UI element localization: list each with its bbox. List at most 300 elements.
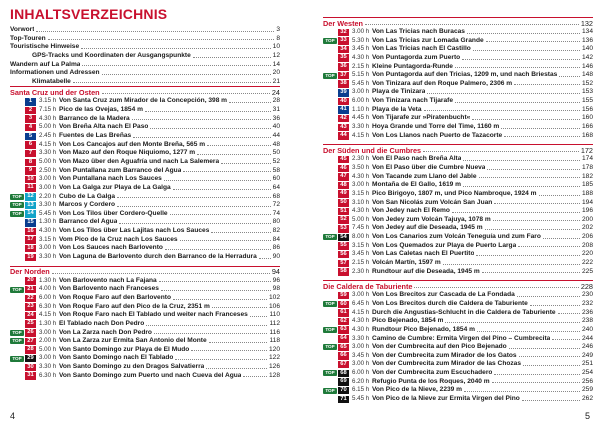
tour-row	[10, 218, 280, 227]
top-badge: TOP	[323, 388, 337, 394]
tour-duration: 3.00 h	[39, 183, 57, 191]
dot-leader	[159, 281, 271, 282]
tour-duration: 6.30 h	[39, 371, 57, 379]
dot-leader	[559, 76, 580, 77]
tour-title: Pico Bejenado, 1854 m	[372, 317, 444, 325]
tour-number-badge: 46	[338, 165, 349, 173]
toc-page-number: 20	[272, 69, 280, 77]
dot-leader	[467, 33, 580, 34]
tour-row	[323, 63, 593, 72]
tour-title: Durch die Angustias-Schlucht in die Caldera de Taburiente	[372, 308, 556, 316]
dot-leader	[183, 171, 270, 172]
tour-duration: 4.15 h	[39, 140, 57, 148]
toc-page-number: 256	[581, 377, 593, 385]
toc-page-number: 82	[272, 227, 280, 235]
dot-leader	[117, 206, 271, 207]
dot-leader	[485, 229, 580, 230]
tour-title: Von Jedey zum Volcán Tajuya, 1078 m	[372, 215, 491, 223]
top-badge	[323, 191, 337, 197]
tour-duration: 1.10 h	[352, 105, 370, 113]
dot-leader	[81, 48, 271, 49]
toc-page-number: 160	[581, 114, 593, 122]
top-badge	[10, 125, 24, 131]
section-title: Der Süden und die Cumbres	[323, 145, 422, 155]
tour-row	[323, 291, 593, 300]
tour-duration: 3.45 h	[352, 250, 370, 258]
toc-general-label: Klimatabelle	[32, 77, 71, 85]
top-badge	[323, 252, 337, 258]
toc-page-number: 126	[268, 363, 280, 371]
toc-page-number: 140	[581, 45, 593, 53]
tour-row	[10, 167, 280, 176]
tour-row	[323, 199, 593, 208]
toc-page-number: 202	[581, 224, 593, 232]
toc-page-number: 238	[581, 317, 593, 325]
tour-row	[10, 372, 280, 381]
tour-title: Von Puntallana nach Los Sauces	[59, 175, 162, 183]
toc-page-number: 12	[272, 51, 280, 59]
dot-leader	[509, 348, 580, 349]
toc-page-number: 136	[581, 36, 593, 44]
tour-row	[10, 294, 280, 303]
toc-page-number: 68	[272, 192, 280, 200]
top-badge	[323, 362, 337, 368]
dot-leader	[530, 305, 580, 306]
top-badge: TOP	[323, 38, 337, 44]
tour-duration: 4.30 h	[352, 325, 370, 333]
toc-page-number: 208	[581, 241, 593, 249]
tour-duration: 4.15 h	[352, 131, 370, 139]
tour-duration: 5.30 h	[352, 36, 370, 44]
tour-number-badge: 69	[338, 378, 349, 386]
tour-duration: 5.00 h	[39, 345, 57, 353]
toc-page-number: 90	[272, 253, 280, 261]
section-heading	[10, 266, 280, 277]
toc-page-number: 116	[269, 328, 280, 336]
section-page-number: 24	[271, 87, 280, 97]
top-badge: TOP	[10, 356, 24, 362]
toc-page-number: 122	[268, 354, 280, 362]
top-badge: TOP	[10, 287, 24, 293]
dot-leader	[543, 238, 580, 239]
dot-leader	[161, 290, 271, 291]
tour-number-badge: 7	[25, 150, 36, 158]
top-badge	[323, 396, 337, 402]
tour-number-badge: 50	[338, 199, 349, 207]
tour-number-badge: 30	[25, 364, 36, 372]
top-badge	[10, 151, 24, 157]
top-badge	[10, 116, 24, 122]
general-list	[10, 26, 280, 86]
tour-number-badge: 37	[338, 72, 349, 80]
tour-row	[323, 242, 593, 251]
toc-page-number: 166	[581, 123, 593, 131]
tour-number-badge: 65	[338, 344, 349, 352]
tour-duration: 3.45 h	[352, 45, 370, 53]
tour-duration: 4.00 h	[39, 285, 57, 293]
dot-leader	[117, 197, 271, 198]
tour-number-badge: 67	[338, 361, 349, 369]
toc-general-item	[10, 26, 280, 35]
tour-duration: 3.15 h	[352, 189, 370, 197]
toc-page-number: 174	[581, 155, 593, 163]
tour-title: Von Los Sauces nach Barlovento	[59, 244, 163, 252]
tour-duration: 2.15 h	[352, 259, 370, 267]
dot-leader	[462, 59, 580, 60]
tour-row	[323, 88, 593, 97]
tour-row	[10, 97, 280, 106]
tour-title: Von Las Tricias nach El Castillo	[372, 45, 471, 53]
top-badge	[10, 185, 24, 191]
tour-title: Vom Pico de la Cruz nach Los Sauces	[59, 235, 178, 243]
tour-title: Playa de Tinizara	[372, 88, 426, 96]
tour-number-badge: 41	[338, 106, 349, 114]
dot-leader	[479, 177, 580, 178]
tour-title: Von Las Tricias nach Buracas	[372, 28, 465, 35]
top-badge: TOP	[10, 211, 24, 217]
toc-page-number: 155	[581, 97, 593, 105]
dot-leader	[229, 102, 271, 103]
tour-title: Von Tinizara nach Tijarafe	[372, 97, 453, 105]
tour-number-badge: 59	[338, 292, 349, 300]
tour-number-badge: 57	[338, 260, 349, 268]
tour-row	[10, 141, 280, 150]
tour-duration: 3.50 h	[352, 163, 370, 171]
top-badge	[10, 159, 24, 165]
tour-title: Hoya Grande und Torre del Time, 1160 m	[372, 123, 500, 131]
dot-leader	[175, 359, 267, 360]
tour-number-badge: 6	[25, 141, 36, 149]
tour-title: Von Los Brecitos durch die Caldera de Taburiente	[372, 299, 528, 307]
toc-page-number: 72	[272, 201, 280, 209]
dot-leader	[482, 272, 580, 273]
tour-row	[10, 337, 280, 346]
tour-duration: 2.45 h	[39, 132, 57, 140]
tour-number-badge: 36	[338, 63, 349, 71]
top-badge: TOP	[323, 234, 337, 240]
toc-general-item	[10, 35, 280, 44]
toc-page-number: 3	[276, 26, 280, 33]
tour-number-badge: 26	[25, 329, 36, 337]
toc-page-number: 225	[581, 267, 593, 275]
tour-duration: 3.15 h	[352, 241, 370, 249]
toc-page-number: 21	[272, 77, 280, 85]
tour-duration: 7.15 h	[39, 106, 57, 114]
dot-leader	[154, 333, 268, 334]
dot-leader	[146, 325, 267, 326]
tour-duration: 3.00 h	[352, 88, 370, 96]
toc-general-label: Informationen und Adressen	[10, 69, 100, 77]
tour-number-badge: 34	[338, 46, 349, 54]
toc-page-number: 244	[581, 334, 593, 342]
toc-page-number: 196	[581, 207, 593, 215]
tour-duration: 1.30 h	[39, 319, 57, 327]
tour-row	[10, 115, 280, 124]
dot-leader	[493, 220, 580, 221]
toc-page-number: 110	[269, 311, 280, 319]
top-badge	[323, 81, 337, 87]
dot-leader	[423, 151, 579, 152]
tour-title: Cubo de La Galga	[59, 192, 116, 200]
dot-leader	[365, 24, 579, 25]
tour-title: Von Santo Domingo zum Puerto und nach Cueva del Agua	[59, 371, 242, 379]
tour-number-badge: 10	[25, 176, 36, 184]
tour-row	[10, 227, 280, 236]
tour-row	[10, 106, 280, 115]
tour-row	[323, 343, 593, 352]
tour-duration: 3.30 h	[352, 334, 370, 342]
toc-page-number: 148	[581, 71, 593, 79]
tour-number-badge: 33	[338, 37, 349, 45]
toc-page-number: 98	[272, 285, 280, 293]
tour-row	[323, 71, 593, 80]
tour-title: Von der Cumbrecita zum Mirador de las Chozas	[372, 360, 521, 368]
toc-general-label: Wandern auf La Palma	[10, 60, 81, 68]
tour-duration: 2.50 h	[39, 166, 57, 174]
tour-duration: 4.30 h	[352, 207, 370, 215]
tour-duration: 5.15 h	[352, 71, 370, 79]
dot-leader	[132, 119, 271, 120]
tour-row	[323, 114, 593, 123]
dot-leader	[414, 287, 578, 288]
top-badge	[323, 133, 337, 139]
tour-row	[323, 181, 593, 190]
tour-row	[323, 259, 593, 268]
page-number-right: 5	[584, 411, 590, 421]
dot-leader	[73, 82, 271, 83]
tour-title: Von Tijarafe zur »Piratenbucht«	[372, 114, 471, 122]
tour-duration: 3.00 h	[352, 28, 370, 35]
tour-row	[323, 360, 593, 369]
top-badge	[323, 269, 337, 275]
tour-duration: 3.15 h	[39, 235, 57, 243]
left-sections	[10, 86, 280, 380]
top-badge	[10, 177, 24, 183]
tour-row	[10, 236, 280, 245]
tour-number-badge: 22	[25, 295, 36, 303]
dot-leader	[486, 41, 580, 42]
tour-row	[323, 207, 593, 216]
tour-row	[10, 329, 280, 338]
toc-page-number: 50	[272, 149, 280, 157]
toc-page-number: 128	[268, 371, 280, 379]
dot-leader	[518, 246, 580, 247]
tour-number-badge: 15	[25, 219, 36, 227]
tour-number-badge: 68	[338, 370, 349, 378]
tour-number-badge: 52	[338, 216, 349, 224]
tour-row	[323, 173, 593, 182]
tour-number-badge: 44	[338, 132, 349, 140]
tour-row	[323, 378, 593, 387]
tour-number-badge: 29	[25, 355, 36, 363]
section-heading	[323, 280, 593, 291]
tour-title: El Tablado nach Don Pedro	[59, 319, 145, 327]
tour-number-badge: 12	[25, 193, 36, 201]
tour-title: Von Mazo auf den Roque Niquiomo, 1277 m	[59, 149, 196, 157]
tour-title: Rundtour Pico Bejenado, 1854 m	[372, 325, 475, 333]
page-number-left: 4	[10, 411, 16, 421]
dot-leader	[472, 119, 580, 120]
tour-duration: 4.30 h	[352, 53, 370, 61]
tour-duration: 2.20 h	[39, 192, 57, 200]
top-badge	[323, 55, 337, 61]
toc-page-number: 168	[581, 131, 593, 139]
toc-general-label: GPS-Tracks und Koordinaten der Ausgangspunkte	[32, 51, 191, 59]
toc-page-number: 112	[269, 319, 280, 327]
tour-row	[323, 164, 593, 173]
toc-page-number: 74	[272, 209, 280, 217]
top-badge: TOP	[10, 194, 24, 200]
dot-leader	[427, 93, 580, 94]
dot-leader	[259, 258, 271, 259]
tour-number-badge: 63	[338, 326, 349, 334]
tour-row	[10, 123, 280, 132]
dot-leader	[501, 128, 580, 129]
toc-page-number: 118	[269, 337, 280, 345]
tour-duration: 4.30 h	[352, 172, 370, 180]
tour-row	[323, 335, 593, 344]
dot-leader	[463, 160, 580, 161]
top-badge: TOP	[323, 344, 337, 350]
tour-number-badge: 8	[25, 159, 36, 167]
dot-leader	[443, 264, 580, 265]
toc-page-number: 182	[581, 172, 593, 180]
dot-leader	[455, 67, 580, 68]
dot-leader	[424, 110, 580, 111]
dot-leader	[193, 57, 271, 58]
tour-number-badge: 20	[25, 277, 36, 285]
top-badge: TOP	[323, 327, 337, 333]
tour-duration: 6.45 h	[352, 299, 370, 307]
tour-title: Von Los Cancajos auf den Monte Breña, 565 m	[59, 140, 206, 148]
tour-row	[323, 45, 593, 54]
tour-row	[323, 326, 593, 335]
tour-number-badge: 39	[338, 89, 349, 97]
top-badge	[10, 237, 24, 243]
top-badge	[10, 99, 24, 105]
toc-page-number: 240	[581, 325, 593, 333]
toc-page-number: 262	[581, 394, 593, 402]
tour-duration: 8.00 h	[352, 233, 370, 241]
tour-row	[323, 250, 593, 259]
toc-general-item	[10, 52, 280, 61]
top-badge	[323, 29, 337, 35]
top-badge	[323, 336, 337, 342]
tour-title: Von Santa Cruz zum Mirador de la Concepción, 398 m	[59, 97, 228, 105]
tour-number-badge: 11	[25, 184, 36, 192]
tour-number-badge: 64	[338, 335, 349, 343]
tour-duration: 6.00 h	[352, 97, 370, 105]
section-heading	[323, 17, 593, 28]
tour-row	[10, 311, 280, 320]
tour-duration: 6.00 h	[352, 369, 370, 377]
section-page-number: 132	[580, 18, 593, 28]
tour-number-badge: 18	[25, 245, 36, 253]
dot-leader	[209, 342, 268, 343]
top-badge: TOP	[323, 370, 337, 376]
dot-leader	[170, 214, 271, 215]
tour-duration: 3.00 h	[352, 343, 370, 351]
top-badge	[323, 107, 337, 113]
tour-title: Fuentes de Las Breñas	[59, 132, 132, 140]
tour-row	[323, 132, 593, 141]
tour-duration: 4.30 h	[39, 227, 57, 235]
toc-page-number: 96	[272, 276, 280, 284]
top-badge	[323, 90, 337, 96]
toc-page-number: 206	[581, 233, 593, 241]
dot-leader	[476, 255, 580, 256]
dot-leader	[82, 65, 270, 66]
dot-leader	[250, 316, 268, 317]
top-badge	[323, 47, 337, 53]
tour-number-badge: 43	[338, 124, 349, 132]
tour-row	[10, 354, 280, 363]
section-title: Santa Cruz und der Osten	[10, 87, 100, 97]
toc-page-number: 80	[272, 218, 280, 226]
top-badge	[10, 142, 24, 148]
toc-right-column	[323, 17, 593, 404]
page-title: INHALTSVERZEICHNIS	[10, 6, 168, 22]
dot-leader	[102, 93, 270, 94]
top-badge	[10, 246, 24, 252]
dot-leader	[523, 365, 580, 366]
tour-number-badge: 3	[25, 115, 36, 123]
dot-leader	[145, 111, 271, 112]
toc-page-number: 40	[272, 123, 280, 131]
tour-title: Von Tinizara auf den Roque Palmero, 2306 m	[372, 79, 513, 87]
tour-row	[323, 97, 593, 106]
toc-page-number: 10	[272, 43, 280, 51]
tour-duration: 5.45 h	[39, 209, 57, 217]
toc-page-number: 120	[268, 345, 280, 353]
dot-leader	[211, 232, 270, 233]
top-badge	[323, 124, 337, 130]
tour-duration: 3.00 h	[39, 354, 57, 362]
dot-leader	[48, 39, 275, 40]
dot-leader	[504, 136, 580, 137]
dot-leader	[173, 299, 267, 300]
toc-page-number: 222	[581, 259, 593, 267]
dot-leader	[243, 376, 267, 377]
tour-duration: 1.30 h	[39, 218, 57, 226]
dot-leader	[36, 31, 274, 32]
top-badge	[323, 293, 337, 299]
tour-duration: 6.30 h	[39, 302, 57, 310]
dot-leader	[519, 356, 580, 357]
tour-title: Von Roque Faro auf den Pico de la Cruz, 2351 m	[59, 302, 210, 310]
tour-row	[10, 285, 280, 294]
top-badge	[323, 208, 337, 214]
dot-leader	[494, 374, 580, 375]
toc-page-number: 106	[268, 302, 280, 310]
tour-duration: 4.15 h	[352, 308, 370, 316]
tour-number-badge: 49	[338, 190, 349, 198]
tour-row	[10, 175, 280, 184]
dot-leader	[133, 137, 270, 138]
tour-title: Von Puntagorda auf den Tricias, 1209 m, und nach Briestas	[372, 71, 558, 79]
tour-row	[323, 386, 593, 395]
tour-title: Volcán Martín, 1597 m	[372, 259, 441, 267]
toc-general-item	[10, 43, 280, 52]
top-badge: TOP	[10, 338, 24, 344]
tour-duration: 2.00 h	[39, 337, 57, 345]
tour-duration: 3.30 h	[39, 363, 57, 371]
tour-row	[323, 37, 593, 46]
tour-duration: 3.00 h	[352, 360, 370, 368]
tour-title: Von Santo Domingo nach El Tablado	[59, 354, 174, 362]
toc-general-label: Top-Touren	[10, 34, 46, 42]
tour-number-badge: 14	[25, 210, 36, 218]
